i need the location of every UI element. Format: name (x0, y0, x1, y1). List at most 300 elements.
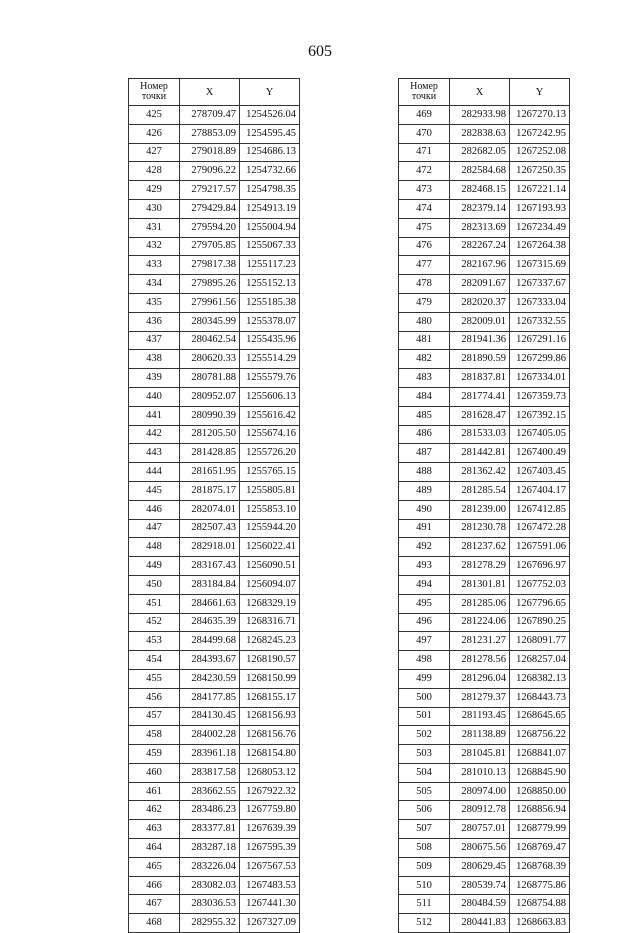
y-cell: 1268850.00 (510, 782, 570, 801)
y-cell: 1255616.42 (240, 406, 300, 425)
point-number-cell: 491 (399, 519, 450, 538)
point-number-cell: 437 (129, 331, 180, 350)
point-number-cell: 456 (129, 688, 180, 707)
x-cell: 280952.07 (180, 387, 240, 406)
table-row (129, 425, 300, 444)
table-row (399, 106, 570, 125)
point-number-cell: 509 (399, 857, 450, 876)
table-row (399, 293, 570, 312)
x-cell: 282933.98 (450, 106, 510, 125)
y-cell: 1267234.49 (510, 218, 570, 237)
table-row (399, 199, 570, 218)
x-cell: 282379.14 (450, 199, 510, 218)
x-cell: 281533.03 (450, 425, 510, 444)
x-cell: 282313.69 (450, 218, 510, 237)
x-cell: 280675.56 (450, 839, 510, 858)
x-cell: 282267.24 (450, 237, 510, 256)
y-cell: 1267270.13 (510, 106, 570, 125)
y-cell: 1268091.77 (510, 632, 570, 651)
x-cell: 281278.56 (450, 651, 510, 670)
page-number: 605 (308, 43, 332, 60)
point-number-cell: 476 (399, 237, 450, 256)
x-cell: 281045.81 (450, 745, 510, 764)
y-cell: 1255805.81 (240, 481, 300, 500)
point-number-cell: 489 (399, 481, 450, 500)
y-cell: 1267315.69 (510, 256, 570, 275)
y-cell: 1255435.96 (240, 331, 300, 350)
point-number-cell: 478 (399, 275, 450, 294)
table-row (399, 519, 570, 538)
y-cell: 1267441.30 (240, 895, 300, 914)
table-row (129, 857, 300, 876)
point-number-cell: 473 (399, 181, 450, 200)
x-cell: 283226.04 (180, 857, 240, 876)
point-number-cell: 483 (399, 369, 450, 388)
table-row (399, 632, 570, 651)
x-cell: 283287.18 (180, 839, 240, 858)
x-cell: 283184.84 (180, 575, 240, 594)
x-cell: 282020.37 (450, 293, 510, 312)
header-y: Y (510, 79, 570, 106)
header-x: X (180, 79, 240, 106)
table-row (129, 669, 300, 688)
y-cell: 1267696.97 (510, 557, 570, 576)
x-cell: 284177.85 (180, 688, 240, 707)
point-number-cell: 496 (399, 613, 450, 632)
y-cell: 1256090.51 (240, 557, 300, 576)
y-cell: 1267403.45 (510, 463, 570, 482)
point-number-cell: 486 (399, 425, 450, 444)
y-cell: 1267252.08 (510, 143, 570, 162)
x-cell: 283961.18 (180, 745, 240, 764)
table-row (129, 688, 300, 707)
y-cell: 1268316.71 (240, 613, 300, 632)
y-cell: 1267264.38 (510, 237, 570, 256)
table-row (399, 387, 570, 406)
x-cell: 282955.32 (180, 914, 240, 933)
x-cell: 281651.95 (180, 463, 240, 482)
x-cell: 281875.17 (180, 481, 240, 500)
point-number-cell: 508 (399, 839, 450, 858)
x-cell: 282682.05 (450, 143, 510, 162)
table-row (129, 199, 300, 218)
x-cell: 280539.74 (450, 876, 510, 895)
x-cell: 282074.01 (180, 500, 240, 519)
x-cell: 280781.88 (180, 369, 240, 388)
y-cell: 1267337.67 (510, 275, 570, 294)
x-cell: 279705.85 (180, 237, 240, 256)
point-number-cell: 428 (129, 162, 180, 181)
point-number-cell: 512 (399, 914, 450, 933)
x-cell: 281224.06 (450, 613, 510, 632)
x-cell: 279817.38 (180, 256, 240, 275)
x-cell: 280990.39 (180, 406, 240, 425)
y-cell: 1255606.13 (240, 387, 300, 406)
y-cell: 1267639.39 (240, 820, 300, 839)
header-x: X (450, 79, 510, 106)
y-cell: 1255514.29 (240, 350, 300, 369)
point-number-cell: 433 (129, 256, 180, 275)
point-number-cell: 494 (399, 575, 450, 594)
point-number-cell: 441 (129, 406, 180, 425)
point-number-cell: 457 (129, 707, 180, 726)
x-cell: 281837.81 (450, 369, 510, 388)
x-cell: 279594.20 (180, 218, 240, 237)
y-cell: 1267567.53 (240, 857, 300, 876)
point-number-cell: 444 (129, 463, 180, 482)
table-row (129, 143, 300, 162)
point-number-cell: 477 (399, 256, 450, 275)
table-row (129, 538, 300, 557)
y-cell: 1267472.28 (510, 519, 570, 538)
point-number-cell: 431 (129, 218, 180, 237)
y-cell: 1267759.80 (240, 801, 300, 820)
table-row (399, 350, 570, 369)
y-cell: 1268756.22 (510, 726, 570, 745)
y-cell: 1268156.93 (240, 707, 300, 726)
x-cell: 284499.68 (180, 632, 240, 651)
x-cell: 281428.85 (180, 444, 240, 463)
table-row (129, 406, 300, 425)
y-cell: 1268245.23 (240, 632, 300, 651)
x-cell: 283377.81 (180, 820, 240, 839)
point-number-cell: 448 (129, 538, 180, 557)
x-cell: 281230.78 (450, 519, 510, 538)
y-cell: 1267483.53 (240, 876, 300, 895)
point-number-cell: 510 (399, 876, 450, 895)
y-cell: 1268257.04 (510, 651, 570, 670)
table-row (129, 481, 300, 500)
y-cell: 1267400.49 (510, 444, 570, 463)
point-number-cell: 480 (399, 312, 450, 331)
table-row (399, 275, 570, 294)
point-number-cell: 471 (399, 143, 450, 162)
point-number-cell: 465 (129, 857, 180, 876)
point-number-cell: 506 (399, 801, 450, 820)
point-number-cell: 502 (399, 726, 450, 745)
x-cell: 284635.39 (180, 613, 240, 632)
x-cell: 284002.28 (180, 726, 240, 745)
table-row (129, 820, 300, 839)
point-number-cell: 499 (399, 669, 450, 688)
header-point-number: Номер точки (399, 79, 450, 106)
y-cell: 1268769.47 (510, 839, 570, 858)
point-number-cell: 450 (129, 575, 180, 594)
y-cell: 1267299.86 (510, 350, 570, 369)
point-number-cell: 429 (129, 181, 180, 200)
x-cell: 280757.01 (450, 820, 510, 839)
table-row (129, 745, 300, 764)
y-cell: 1268754.88 (510, 895, 570, 914)
point-number-cell: 498 (399, 651, 450, 670)
x-cell: 283486.23 (180, 801, 240, 820)
x-cell: 282838.63 (450, 124, 510, 143)
table-row (399, 237, 570, 256)
table-row (129, 256, 300, 275)
y-cell: 1255944.20 (240, 519, 300, 538)
table-row (129, 895, 300, 914)
y-cell: 1255117.23 (240, 256, 300, 275)
point-number-cell: 475 (399, 218, 450, 237)
x-cell: 283817.58 (180, 763, 240, 782)
table-row (399, 613, 570, 632)
point-number-cell: 435 (129, 293, 180, 312)
y-cell: 1255004.94 (240, 218, 300, 237)
table-header-row (399, 79, 570, 106)
y-cell: 1267796.65 (510, 594, 570, 613)
y-cell: 1256022.41 (240, 538, 300, 557)
y-cell: 1268663.83 (510, 914, 570, 933)
x-cell: 283082.03 (180, 876, 240, 895)
table-row (129, 651, 300, 670)
point-number-cell: 481 (399, 331, 450, 350)
table-row (129, 293, 300, 312)
table-row (129, 839, 300, 858)
y-cell: 1254798.35 (240, 181, 300, 200)
table-row (399, 594, 570, 613)
y-cell: 1267250.35 (510, 162, 570, 181)
point-number-cell: 462 (129, 801, 180, 820)
table-row (129, 369, 300, 388)
y-cell: 1267333.04 (510, 293, 570, 312)
table-row (129, 237, 300, 256)
table-row (399, 895, 570, 914)
table-row (129, 500, 300, 519)
table-row (399, 763, 570, 782)
table-row (399, 801, 570, 820)
point-number-cell: 463 (129, 820, 180, 839)
x-cell: 281205.50 (180, 425, 240, 444)
x-cell: 279217.57 (180, 181, 240, 200)
y-cell: 1267752.03 (510, 575, 570, 594)
x-cell: 278853.09 (180, 124, 240, 143)
table-row (129, 387, 300, 406)
table-row (399, 538, 570, 557)
point-number-cell: 461 (129, 782, 180, 801)
point-number-cell: 474 (399, 199, 450, 218)
y-cell: 1267332.55 (510, 312, 570, 331)
table-row (399, 557, 570, 576)
table-row (129, 463, 300, 482)
table-row (399, 331, 570, 350)
x-cell: 279096.22 (180, 162, 240, 181)
y-cell: 1268053.12 (240, 763, 300, 782)
x-cell: 280912.78 (450, 801, 510, 820)
point-number-cell: 504 (399, 763, 450, 782)
point-number-cell: 464 (129, 839, 180, 858)
y-cell: 1255765.15 (240, 463, 300, 482)
y-cell: 1268779.99 (510, 820, 570, 839)
point-number-cell: 511 (399, 895, 450, 914)
x-cell: 279429.84 (180, 199, 240, 218)
point-number-cell: 484 (399, 387, 450, 406)
point-number-cell: 501 (399, 707, 450, 726)
table-row (129, 914, 300, 933)
table-row (399, 651, 570, 670)
table-row (399, 162, 570, 181)
point-number-cell: 453 (129, 632, 180, 651)
x-cell: 278709.47 (180, 106, 240, 125)
y-cell: 1254913.19 (240, 199, 300, 218)
y-cell: 1267404.17 (510, 481, 570, 500)
x-cell: 279895.26 (180, 275, 240, 294)
x-cell: 281138.89 (450, 726, 510, 745)
x-cell: 282918.01 (180, 538, 240, 557)
table-row (399, 726, 570, 745)
x-cell: 284130.45 (180, 707, 240, 726)
point-number-cell: 487 (399, 444, 450, 463)
y-cell: 1267242.95 (510, 124, 570, 143)
point-number-cell: 485 (399, 406, 450, 425)
point-number-cell: 472 (399, 162, 450, 181)
point-number-cell: 430 (129, 199, 180, 218)
x-cell: 284661.63 (180, 594, 240, 613)
x-cell: 280974.00 (450, 782, 510, 801)
x-cell: 281279.37 (450, 688, 510, 707)
y-cell: 1255067.33 (240, 237, 300, 256)
x-cell: 282091.67 (450, 275, 510, 294)
x-cell: 281301.81 (450, 575, 510, 594)
x-cell: 279018.89 (180, 143, 240, 162)
table-row (399, 782, 570, 801)
table-row (399, 688, 570, 707)
x-cell: 281296.04 (450, 669, 510, 688)
table-row (399, 256, 570, 275)
x-cell: 281237.62 (450, 538, 510, 557)
table-row (399, 857, 570, 876)
table-row (399, 124, 570, 143)
y-cell: 1267922.32 (240, 782, 300, 801)
y-cell: 1255185.38 (240, 293, 300, 312)
table-row (129, 876, 300, 895)
point-number-cell: 440 (129, 387, 180, 406)
y-cell: 1268329.19 (240, 594, 300, 613)
x-cell: 284393.67 (180, 651, 240, 670)
point-number-cell: 470 (399, 124, 450, 143)
table-row (129, 519, 300, 538)
y-cell: 1254686.13 (240, 143, 300, 162)
x-cell: 281941.36 (450, 331, 510, 350)
x-cell: 282507.43 (180, 519, 240, 538)
table-row (129, 181, 300, 200)
point-number-cell: 449 (129, 557, 180, 576)
y-cell: 1267221.14 (510, 181, 570, 200)
x-cell: 280620.33 (180, 350, 240, 369)
y-cell: 1268645.65 (510, 707, 570, 726)
y-cell: 1254595.45 (240, 124, 300, 143)
table-row (399, 914, 570, 933)
x-cell: 280462.54 (180, 331, 240, 350)
point-number-cell: 493 (399, 557, 450, 576)
point-number-cell: 503 (399, 745, 450, 764)
point-number-cell: 434 (129, 275, 180, 294)
point-number-cell: 442 (129, 425, 180, 444)
point-number-cell: 492 (399, 538, 450, 557)
y-cell: 1267591.06 (510, 538, 570, 557)
table-row (129, 312, 300, 331)
point-number-cell: 443 (129, 444, 180, 463)
point-number-cell: 459 (129, 745, 180, 764)
table-row (129, 331, 300, 350)
x-cell: 281010.13 (450, 763, 510, 782)
table-row (129, 106, 300, 125)
point-number-cell: 497 (399, 632, 450, 651)
point-number-cell: 436 (129, 312, 180, 331)
y-cell: 1255726.20 (240, 444, 300, 463)
point-number-cell: 452 (129, 613, 180, 632)
x-cell: 282009.01 (450, 312, 510, 331)
table-row (399, 143, 570, 162)
y-cell: 1267392.15 (510, 406, 570, 425)
x-cell: 283036.53 (180, 895, 240, 914)
table-row (129, 782, 300, 801)
point-number-cell: 495 (399, 594, 450, 613)
y-cell: 1255378.07 (240, 312, 300, 331)
table-row (399, 463, 570, 482)
point-number-cell: 426 (129, 124, 180, 143)
y-cell: 1254732.66 (240, 162, 300, 181)
x-cell: 281774.41 (450, 387, 510, 406)
y-cell: 1256094.07 (240, 575, 300, 594)
table-row (129, 350, 300, 369)
point-number-cell: 432 (129, 237, 180, 256)
y-cell: 1255674.16 (240, 425, 300, 444)
table-row (399, 876, 570, 895)
y-cell: 1268382.13 (510, 669, 570, 688)
x-cell: 280441.83 (450, 914, 510, 933)
y-cell: 1268150.99 (240, 669, 300, 688)
point-number-cell: 451 (129, 594, 180, 613)
table-row (129, 613, 300, 632)
x-cell: 281285.54 (450, 481, 510, 500)
table-row (399, 481, 570, 500)
table-row (129, 763, 300, 782)
y-cell: 1254526.04 (240, 106, 300, 125)
point-number-cell: 467 (129, 895, 180, 914)
table-row (129, 218, 300, 237)
x-cell: 280345.99 (180, 312, 240, 331)
point-number-cell: 454 (129, 651, 180, 670)
table-row (129, 444, 300, 463)
table-row (399, 181, 570, 200)
y-cell: 1267359.73 (510, 387, 570, 406)
y-cell: 1268443.73 (510, 688, 570, 707)
y-cell: 1268845.90 (510, 763, 570, 782)
x-cell: 281285.06 (450, 594, 510, 613)
x-cell: 281193.45 (450, 707, 510, 726)
point-number-cell: 500 (399, 688, 450, 707)
point-number-cell: 438 (129, 350, 180, 369)
table-row (129, 632, 300, 651)
y-cell: 1267291.16 (510, 331, 570, 350)
table-row (399, 218, 570, 237)
table-row (129, 162, 300, 181)
x-cell: 281362.42 (450, 463, 510, 482)
x-cell: 282468.15 (450, 181, 510, 200)
y-cell: 1267327.09 (240, 914, 300, 933)
x-cell: 282167.96 (450, 256, 510, 275)
table-row (129, 726, 300, 745)
y-cell: 1267412.85 (510, 500, 570, 519)
x-cell: 281239.00 (450, 500, 510, 519)
y-cell: 1268155.17 (240, 688, 300, 707)
point-number-cell: 445 (129, 481, 180, 500)
y-cell: 1267334.01 (510, 369, 570, 388)
table-row (399, 820, 570, 839)
point-number-cell: 488 (399, 463, 450, 482)
table-row (399, 500, 570, 519)
table-row (129, 275, 300, 294)
